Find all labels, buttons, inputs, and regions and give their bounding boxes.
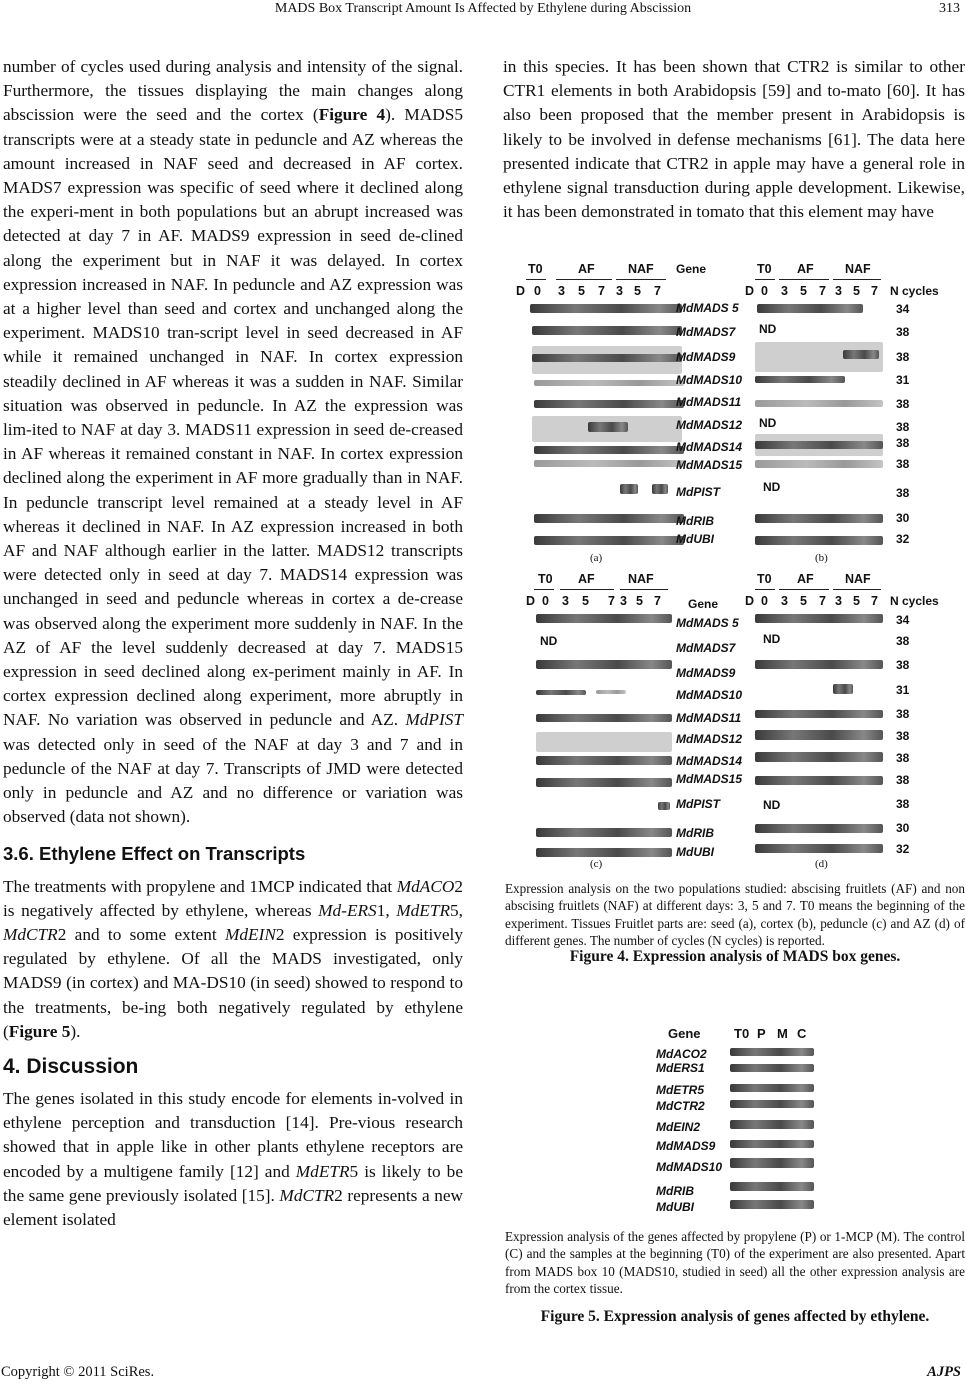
copyright: Copyright © 2011 SciRes. [1,1364,155,1380]
results-paragraph: number of cycles used during analysis and intensity of the signal. Furthermore, the tissues displaying the main changes along abscission were the seed and the cortex (Figure 4). MADS5 transcripts were at a steady state in peduncle and AZ whereas the amount increased in NAF seed and decreased in AF cortex. MADS7 expression was specific of seed where it declined along the experi-ment in both populations but an abrupt increased was detected at day 7 in AF. MADS9 expression in seed de-clined along the experiment but in NAF it was delayed. In cortex expression increased in NAF. In peduncle and AZ expression was at a higher level than seed and cortex and unchanged along the experiment. MADS10 tran-script level in seed decreased in AF while it remained unchanged in NAF. In cortex expression steadily declined in AF whereas it was a sudden in NAF. Similar situation was observed in peduncle. In AZ the expression was lim-ited to NAF at day 3. MADS11 expression in seed de-creased in AF whereas it remained constant in NAF. In cortex expression declined along the experiment in AF more gradually than in NAF. In peduncle transcript level remained at a steady level in AF whereas it declined in NAF. In AZ expression increased in both AF and NAF although earlier in the latter. MADS12 transcripts were detected only in seed at day 7. MADS14 expression was unchanged in seed and peduncle whereas in cortex a de-crease was observed along the experiment more suddenly in NAF. In the AZ of AF the level suddenly decreased at day 7. MADS15 expression in seed declined along ex-periment mainly in AF. In cortex expression declined along experiment, more abruptly in NAF. No variation was observed in peduncle and AZ. MdPIST was detected only in seed of the NAF at day 3 and 7 and in peduncle of the NAF at day 7. Transcripts of JMD were detected only in peduncle and AZ and no difference or variation was observed (data not shown). [3,57,463,827]
left-column [3,55,463,1232]
figure4-title: Figure 4. Expression analysis of MADS box genes. [569,948,901,965]
figure5-blot [730,1044,814,1216]
panel-d: T0 AF NAF D 0 3 5 7 3 5 7 ND ND (d) [745,572,887,872]
figure5-title: Figure 5. Expression analysis of genes affected by ethylene. [540,1308,930,1325]
journal-name: AJPS [927,1364,961,1380]
page-number: 313 [939,1,960,16]
panel-a: T0 AF NAF D 0 3 5 7 3 5 7 (a) [512,262,670,562]
discussion-continued-paragraph: in this species. It has been shown that CTR2 is similar to other CTR1 elements in both Arabidopsis [59] and to-mato [60]. It has also been proposed that the member present in Arabidopsis is likely to be involved in defense mechanisms [61]. The data here presented indicate that CTR2 in apple may have a general role in ethylene signal transduction during apple development. Likewise, it has been demonstrated in tomato that this element may have [503,57,965,222]
figure5-caption: Expression analysis of the genes affected by propylene (P) or 1-MCP (M). The control (C) and the samples at the beginning (T0) of the experiment are also presented. Apart from MADS box 10 (MADS10, studied in seed) all the other expression analysis are from the cortex tissue. [505,1229,965,1297]
panel-b: T0 AF NAF D 0 3 5 7 3 5 7 ND ND ND (b) [745,262,887,562]
section-4-heading: 4. Discussion [3,1054,139,1078]
running-title: MADS Box Transcript Amount Is Affected by Ethylene during Abscission [274,1,692,16]
figure4-caption: Expression analysis on the two populations studied: abscising fruitlets (AF) and non abscising fruitlets (NAF) at different days: 3, 5 and 7. T0 means the beginning of the experiment. Tissues Fruitlet parts are: seed (a), cortex (b), peduncle (c) and AZ (d) of different genes. The number of cycles (N cycles) is reported. [505,881,965,949]
section-3-6-heading: 3.6. Ethylene Effect on Transcripts [3,842,306,864]
figure4-ref[interactable]: Figure 4 [318,105,386,125]
ethylene-effect-paragraph: The treatments with propylene and 1MCP indicated that MdACO2 is negatively affected by ethylene, whereas Md-ERS1, MdETR5, MdCTR2 and to some extent MdEIN2 expression is positively regulated by ethylene. Of all the MADS investigated, only MADS9 (in cortex) and MA-DS10 (in seed) showed to respond to the treatments, be-ing both negatively regulated by ethylene (Figure 5). [3,876,464,1041]
right-column [503,55,965,224]
running-header [0,0,966,22]
discussion-paragraph: The genes isolated in this study encode for elements in-volved in ethylene perception and transduction [14]. Pre-vious research showed that in apple like in other plants ethylene receptors are encoded by a multigene family [12] and MdETR5 is likely to be the same gene previously isolated [15]. MdCTR2 represents a new element isolated [3,1088,463,1229]
panel-c: T0 AF NAF D 0 3 5 7 3 5 7 ND (c) [512,572,670,872]
figure5-ref[interactable]: Figure 5 [8,1021,71,1041]
